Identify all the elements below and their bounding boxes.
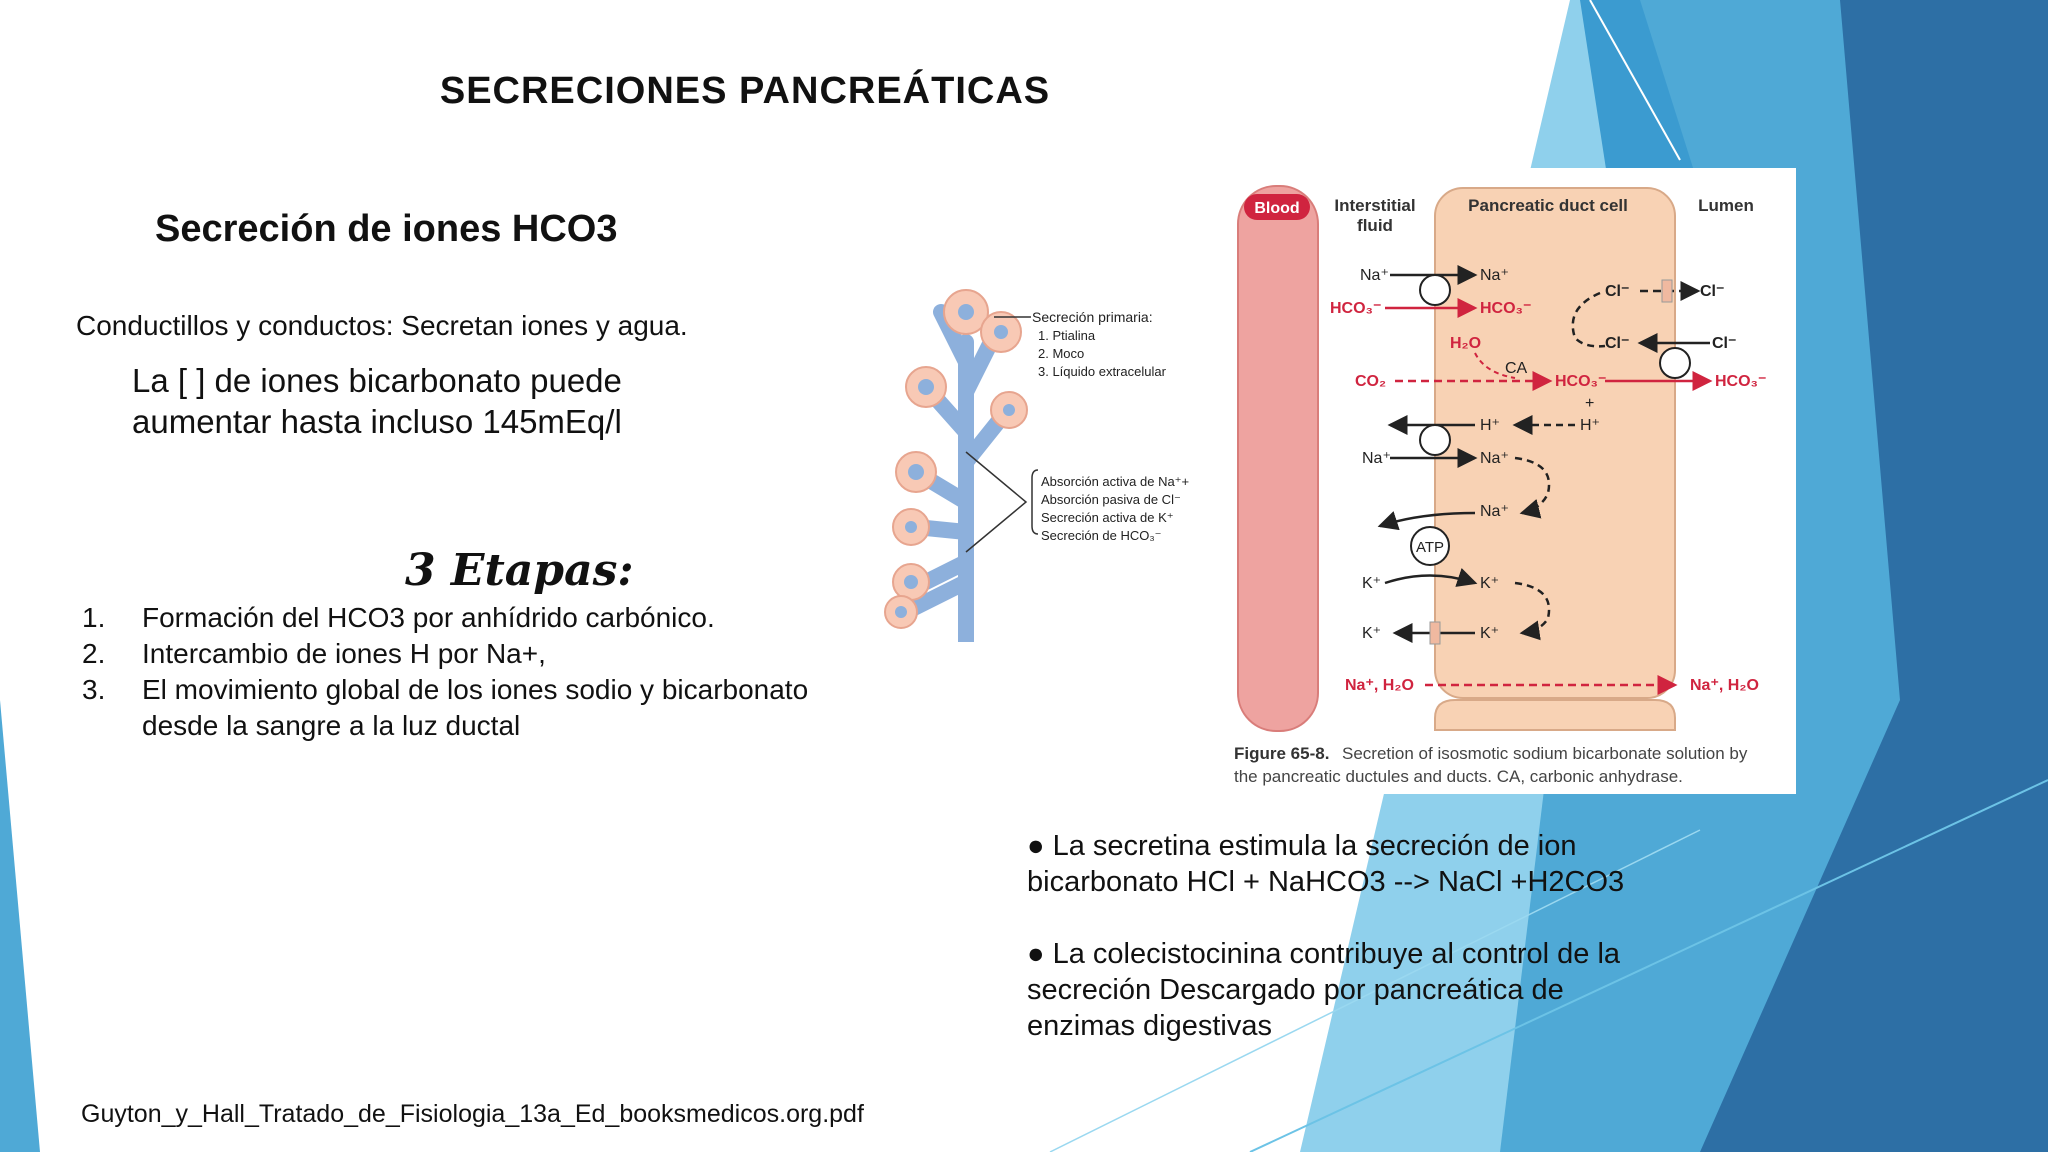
slide-title: SECRECIONES PANCREÁTICAS — [439, 70, 1051, 112]
step-number: 1. — [82, 602, 106, 633]
steps-list — [82, 600, 882, 744]
duct-bracket — [1032, 470, 1038, 534]
exchanger-icon — [1420, 425, 1450, 455]
slide-subtitle: Secreción de iones HCO3 — [155, 208, 618, 250]
na-label: Na⁺ — [1360, 267, 1389, 284]
cl-label: Cl⁻ — [1712, 335, 1737, 352]
step-text: Intercambio de iones H por Na+, — [142, 638, 546, 669]
cl-label: Cl⁻ — [1605, 335, 1630, 352]
bullet-colecistocinina: ● La colecistocinina contribuye al control de la secreción Descargado por pancreática de enzimas digestivas — [1027, 938, 1621, 1042]
step-item — [82, 636, 882, 672]
intro-text: Conductillos y conductos: Secretan iones y agua. — [76, 310, 688, 341]
na-label: Na⁺ — [1480, 503, 1509, 520]
reference-text: Guyton_y_Hall_Tratado_de_Fisiologia_13a_Ed_booksmedicos.org.pdf — [81, 1100, 864, 1128]
fluid-label: fluid — [1357, 216, 1393, 235]
step-text: Formación del HCO3 por anhídrido carbónico. — [142, 602, 715, 633]
co2-label: CO₂ — [1355, 373, 1387, 390]
blood-vessel — [1238, 186, 1318, 731]
primary-label: Secreción primaria: — [1032, 309, 1153, 325]
hco3-label: HCO₃⁻ — [1715, 373, 1767, 390]
hco3-label: HCO₃⁻ — [1555, 373, 1607, 390]
h-label: H⁺ — [1480, 417, 1500, 434]
step-item — [82, 600, 882, 636]
k-label: K⁺ — [1362, 625, 1382, 642]
caption-line2: the pancreatic ductules and ducts. CA, carbonic anhydrase. — [1234, 767, 1683, 786]
h-label: H⁺ — [1580, 417, 1600, 434]
hco3-label: HCO₃⁻ — [1330, 300, 1382, 317]
lumen-label: Lumen — [1698, 196, 1754, 215]
na-label: Na⁺ — [1480, 267, 1509, 284]
cotransporter-icon — [1420, 275, 1450, 305]
exchanger-icon — [1660, 348, 1690, 378]
blood-label: Blood — [1254, 200, 1300, 217]
duct-cell-figure — [1230, 168, 1796, 794]
na-label: Na⁺ — [1480, 450, 1509, 467]
cl-label: Cl⁻ — [1605, 283, 1630, 300]
ca-label: CA — [1505, 360, 1528, 377]
duct-label: Absorción activa de Na⁺+ — [1041, 474, 1190, 489]
duct-pointer — [966, 452, 1026, 552]
plus-label: + — [1585, 395, 1595, 412]
caption-line1: Secretion of isosmotic sodium bicarbonate solution by — [1342, 744, 1748, 763]
duct-cell — [1435, 188, 1675, 698]
na-label: Na⁺ — [1362, 450, 1391, 467]
bullet-secretina: ● La secretina estimula la secreción de ion bicarbonato HCl + NaHCO3 --> NaCl +H2CO3 — [1027, 830, 1625, 898]
duct-tree-figure — [866, 282, 1216, 642]
nah2o-label: Na⁺, H₂O — [1690, 677, 1759, 694]
duct-label: Absorción pasiva de Cl⁻ — [1041, 492, 1181, 507]
duct-tree-drawing — [885, 290, 1027, 642]
primary-item: 2. Moco — [1038, 346, 1085, 361]
cl-channel-icon — [1662, 280, 1672, 302]
primary-item: 1. Ptialina — [1038, 328, 1096, 343]
k-channel-icon — [1430, 622, 1440, 644]
k-label: K⁺ — [1362, 575, 1382, 592]
bullet-list — [1027, 828, 1647, 1080]
interstitial-label: Interstitial — [1334, 196, 1416, 215]
bg-shape-left — [0, 700, 40, 1152]
caption-figure-number: Figure 65-8. — [1234, 744, 1330, 763]
step-number: 3. — [82, 674, 106, 705]
k-label: K⁺ — [1480, 625, 1500, 642]
k-label: K⁺ — [1480, 575, 1500, 592]
atp-label: ATP — [1415, 539, 1445, 556]
cl-label: Cl⁻ — [1700, 283, 1725, 300]
step-text: El movimiento global de los iones sodio y bicarbonato desde la sangre a la luz ductal — [142, 674, 809, 741]
duct-label: Secreción activa de K⁺ — [1041, 510, 1174, 525]
hco3-label: HCO₃⁻ — [1480, 300, 1532, 317]
h2o-label: H₂O — [1450, 335, 1482, 352]
etapas-heading: 3 Etapas: — [405, 545, 634, 596]
step-number: 2. — [82, 638, 106, 669]
step-item — [82, 672, 882, 744]
primary-item: 3. Líquido extracelular — [1038, 364, 1166, 379]
cell-label: Pancreatic duct cell — [1468, 196, 1628, 215]
bicarbonate-concentration-text: La [ ] de iones bicarbonato puede aumentar hasta incluso 145mEq/l — [132, 362, 622, 440]
nah2o-label: Na⁺, H₂O — [1345, 677, 1414, 694]
duct-cell-next — [1435, 700, 1675, 730]
duct-label: Secreción de HCO₃⁻ — [1041, 528, 1162, 543]
